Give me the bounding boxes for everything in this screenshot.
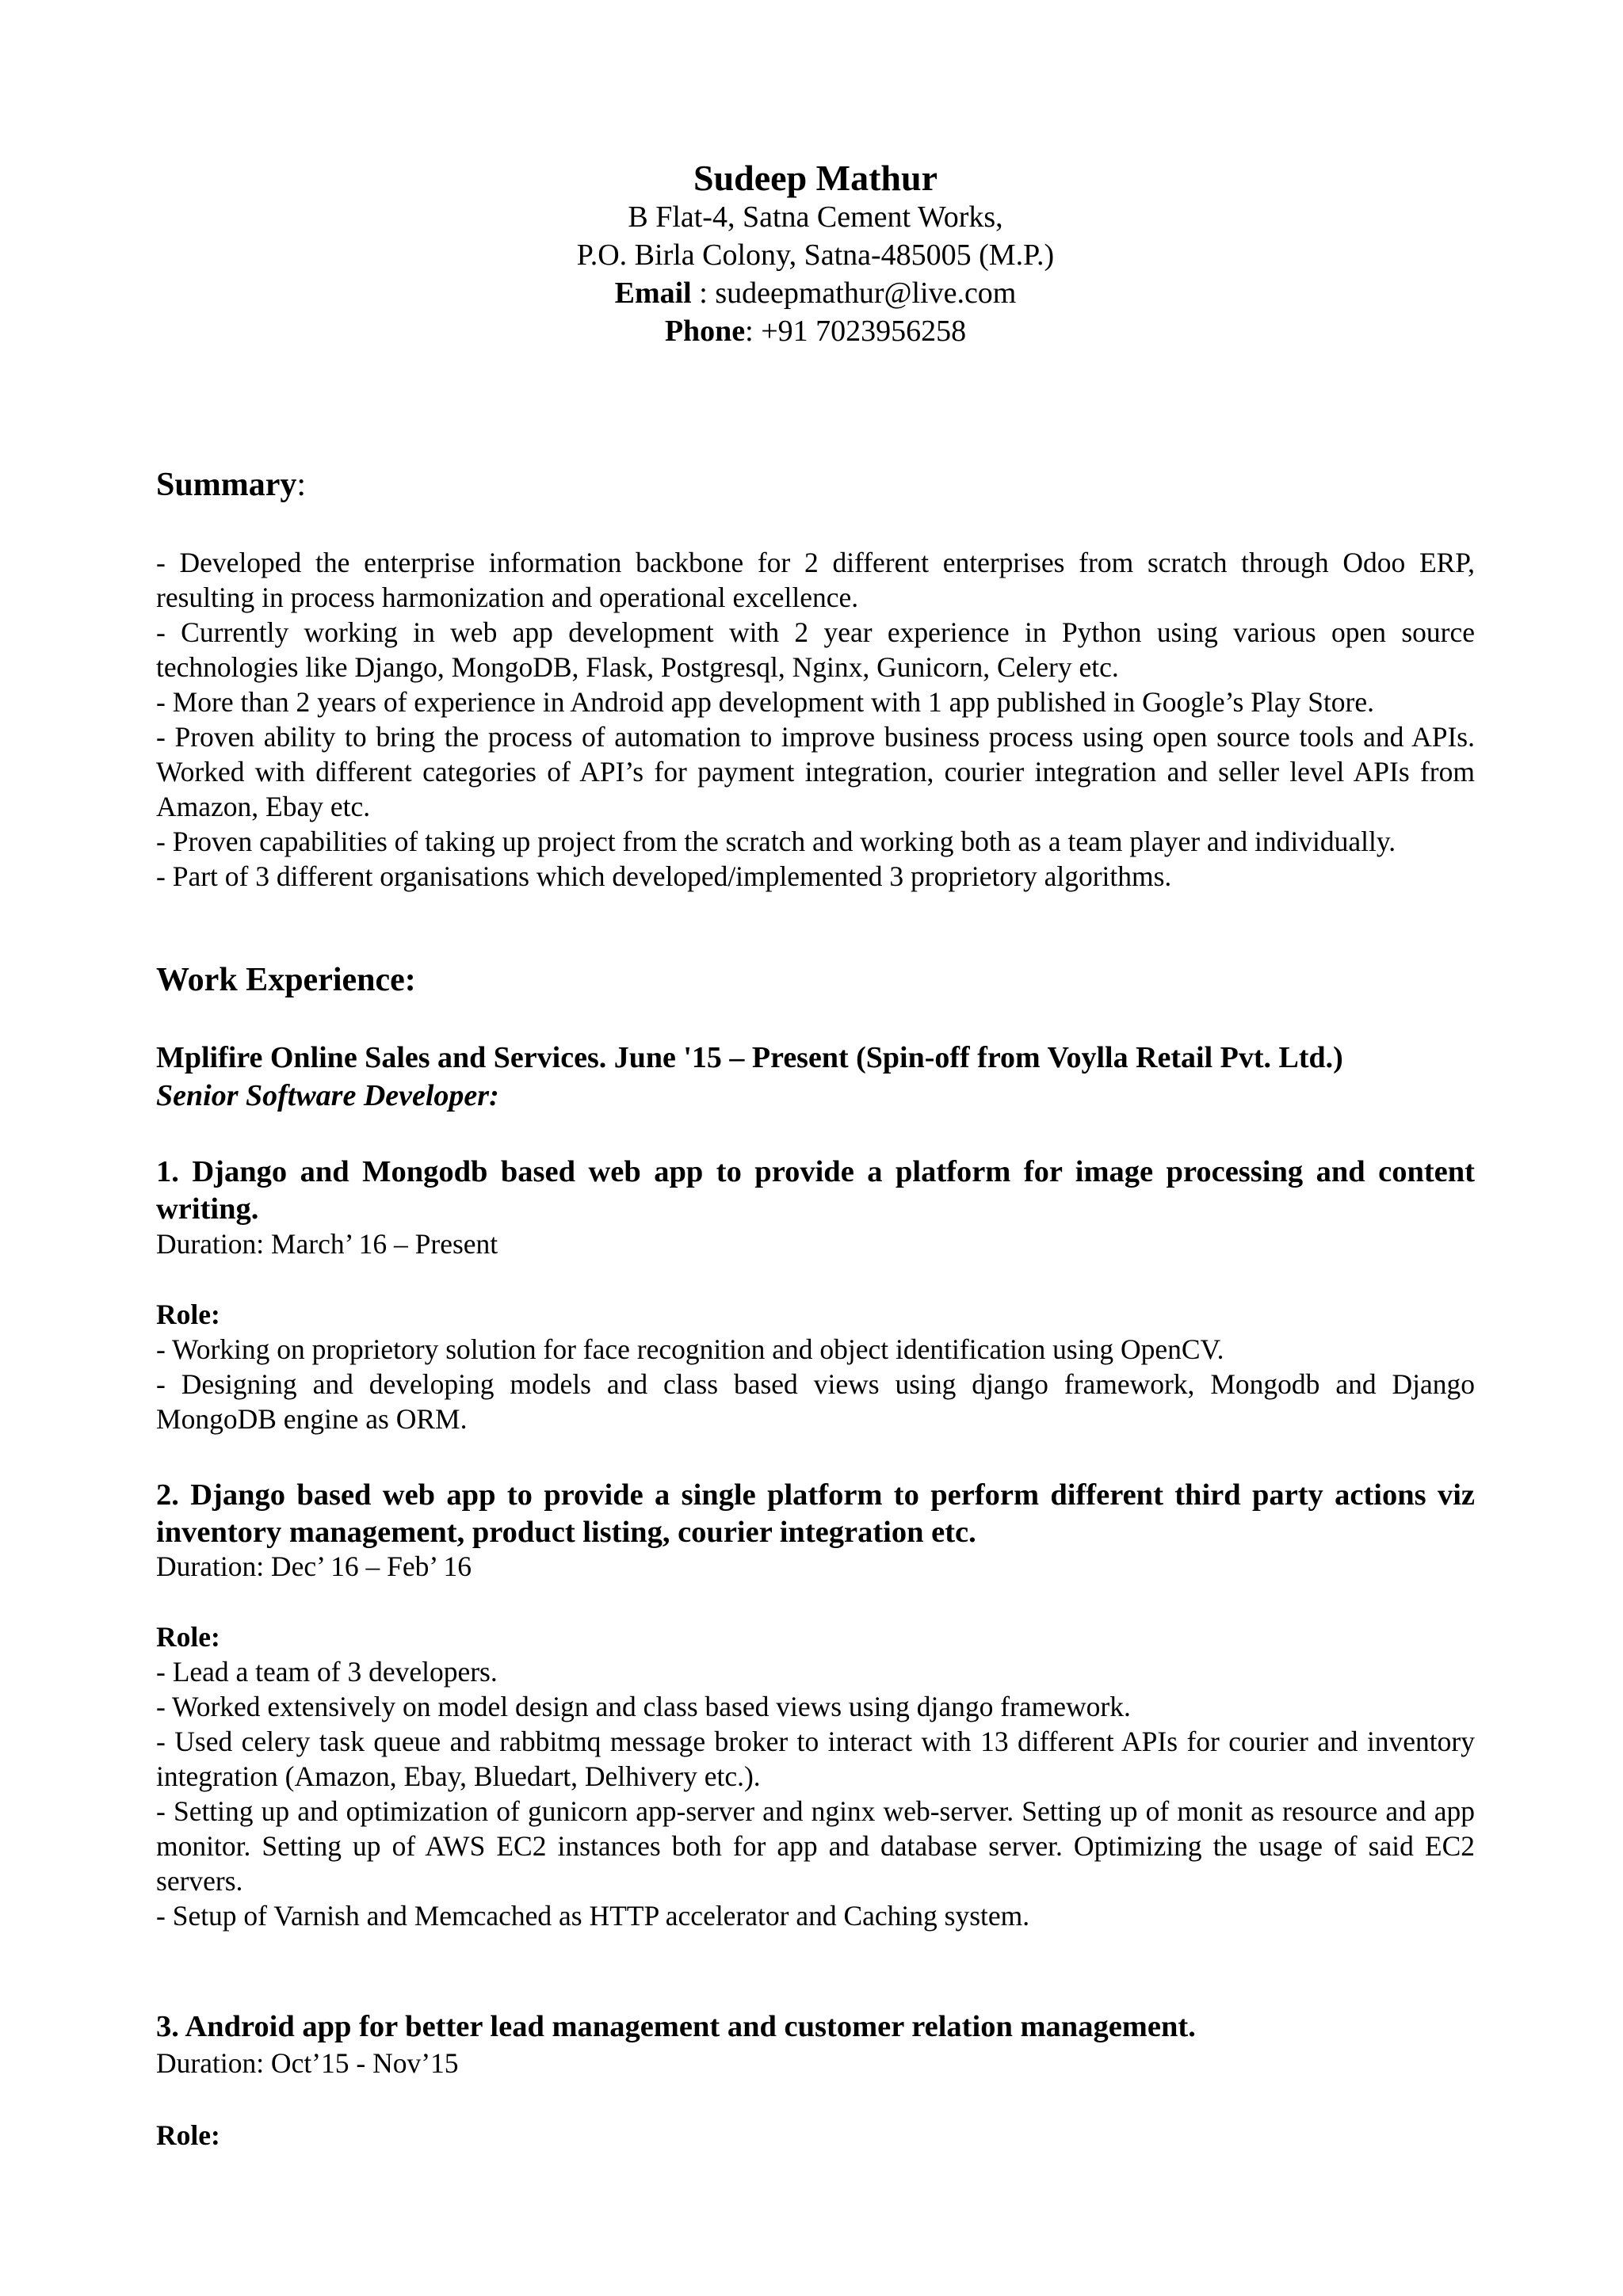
role-label-1: Role: [156, 1299, 220, 1330]
role-label-2: Role: [156, 1621, 220, 1653]
role-label-3: Role: [156, 2119, 220, 2151]
candidate-name: Sudeep Mathur [693, 158, 938, 198]
project-roles-1 [156, 1332, 1475, 1436]
project-duration-1: Duration: March’ 16 – Present [156, 1228, 498, 1260]
email-label: Email [614, 277, 692, 310]
role-item: - Designing and developing models and class based views using django framework, Mongodb and Django MongoDB engine as ORM. [156, 1368, 1475, 1435]
company-entry [156, 1039, 1475, 1115]
company-name: Mplifire Online Sales and Services. June '15 – Present (Spin-off from Voylla Retail Pvt. Ltd.) [156, 1041, 1343, 1074]
role-item: - Setup of Varnish and Memcached as HTTP accelerator and Caching system. [156, 1900, 1030, 1932]
summary-list [156, 545, 1475, 894]
summary-point: - Currently working in web app development with 2 year experience in Python using various open source technologies like Django, MongoDB, Flask, Postgresql, Nginx, Gunicorn, Celery etc. [156, 616, 1475, 683]
email-value: sudeepmathur@live.com [715, 277, 1017, 310]
summary-point: - Part of 3 different organisations which developed/implemented 3 proprietory algorithms. [156, 860, 1172, 892]
project-title-3: 3. Android app for better lead management and customer relation management. [156, 2010, 1196, 2043]
email-separator: : [691, 277, 716, 310]
summary-point: - More than 2 years of experience in Android app development with 1 app published in Google’s Play Store. [156, 686, 1375, 718]
summary-point: - Developed the enterprise information backbone for 2 different enterprises from scratch through Odoo ERP, resulting in process harmonization and operational excellence. [156, 547, 1475, 613]
phone-value: +91 7023956258 [761, 315, 967, 348]
phone-label: Phone [664, 315, 746, 348]
project-title-2: 2. Django based web app to provide a single platform to perform different third party actions viz inventory management, product listing, courier integration etc. [156, 1478, 1475, 1549]
summary-heading-text: Summary [156, 467, 297, 503]
summary-point: - Proven capabilities of taking up project from the scratch and working both as a team player and individually. [156, 826, 1396, 857]
project-roles-2 [156, 1654, 1475, 1933]
work-experience-heading: Work Experience: [156, 962, 416, 998]
project-title-1: 1. Django and Mongodb based web app to provide a platform for image processing and content writing. [156, 1155, 1475, 1226]
address-line-2: P.O. Birla Colony, Satna-485005 (M.P.) [576, 238, 1055, 272]
summary-heading-colon: : [296, 467, 307, 503]
role-item: - Used celery task queue and rabbitmq message broker to interact with 13 different APIs for courier and inventory integration (Amazon, Ebay, Bluedart, Delhivery etc.). [156, 1726, 1475, 1792]
address-line-1: B Flat-4, Satna Cement Works, [628, 200, 1003, 234]
phone-separator: : [745, 315, 762, 348]
role-item: - Setting up and optimization of gunicorn app-server and nginx web-server. Setting up of monit as resource and app monitor. Setting up of AWS EC2 instances both for app and database server. Optimizing the usage of said EC2 servers. [156, 1795, 1475, 1897]
project-duration-3: Duration: Oct’15 - Nov’15 [156, 2047, 459, 2079]
project-duration-2: Duration: Dec’ 16 – Feb’ 16 [156, 1550, 472, 1582]
summary-heading [156, 464, 306, 505]
resume-header [156, 155, 1475, 350]
email-line [156, 274, 1475, 312]
summary-point: - Proven ability to bring the process of automation to improve business process using open source tools and APIs. Worked with different categories of API’s for payment integration, courier integration and seller level APIs from Amazon, Ebay etc. [156, 721, 1475, 822]
role-item: - Worked extensively on model design and class based views using django framework. [156, 1691, 1131, 1722]
role-item: - Working on proprietory solution for face recognition and object identification using OpenCV. [156, 1333, 1224, 1365]
role-item: - Lead a team of 3 developers. [156, 1656, 498, 1688]
job-title: Senior Software Developer: [156, 1079, 499, 1112]
phone-line [156, 312, 1475, 350]
